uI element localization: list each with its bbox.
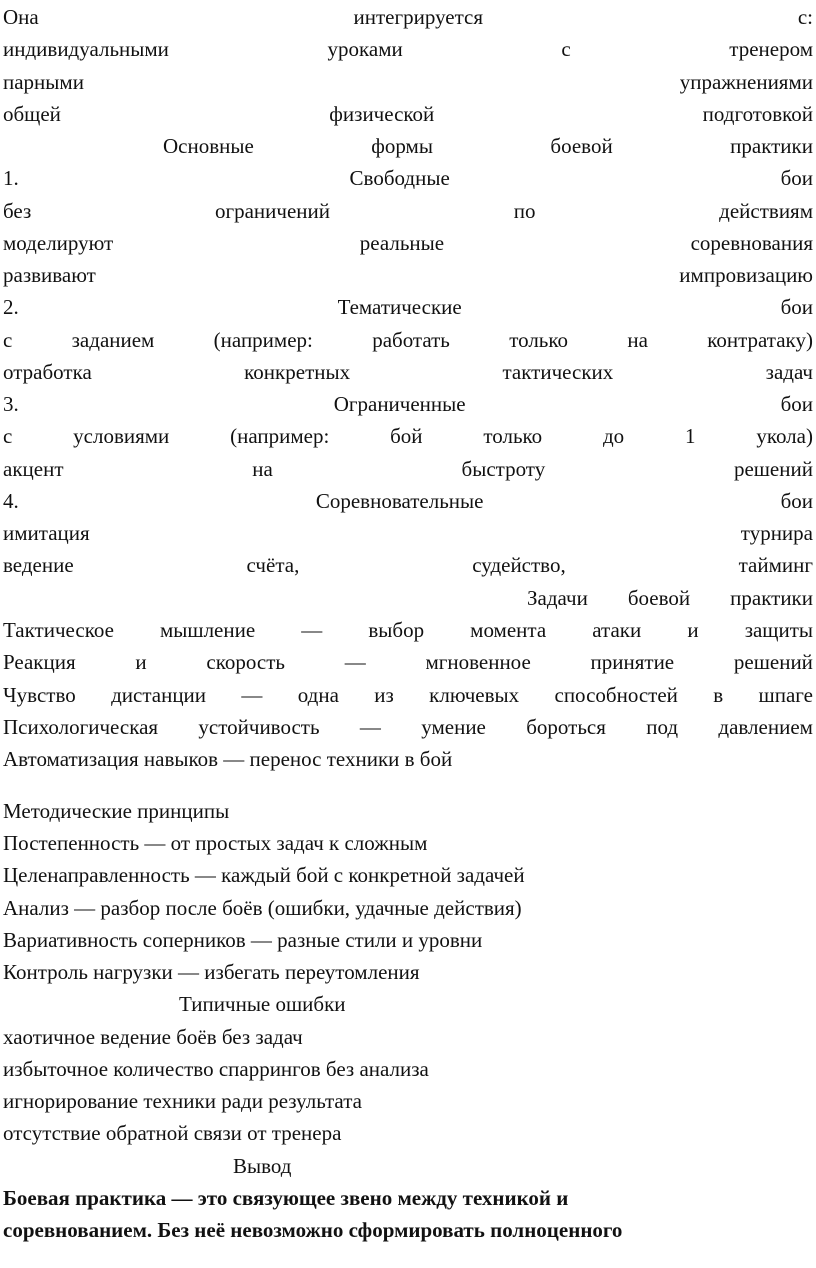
word: упражнениями xyxy=(679,70,813,94)
word: одна xyxy=(297,683,339,707)
word: Основные xyxy=(163,134,254,158)
text-line xyxy=(3,713,813,741)
word: бои xyxy=(780,166,813,190)
word: уроками xyxy=(327,37,403,61)
word: ограничений xyxy=(214,199,330,223)
word: (например: xyxy=(213,328,313,352)
text-line xyxy=(3,797,813,825)
text-line xyxy=(3,681,813,709)
text-line xyxy=(3,1184,813,1212)
word: подготовкой xyxy=(702,102,813,126)
text-line xyxy=(3,551,813,579)
text-line xyxy=(3,422,813,450)
text-line xyxy=(3,519,813,547)
word: задач xyxy=(765,360,813,384)
word: конкретных xyxy=(244,360,351,384)
word: защиты xyxy=(744,618,813,642)
text-line xyxy=(3,358,813,386)
word: с xyxy=(561,37,571,61)
word: с xyxy=(3,424,13,448)
word: 3. xyxy=(3,392,19,416)
line-text: Постепенность — от простых задач к сложным xyxy=(3,831,428,855)
line-text: Анализ — разбор после боёв (ошибки, удачные действия) xyxy=(3,896,522,920)
line-text: Целенаправленность — каждый бой с конкретной задачей xyxy=(3,863,525,887)
word: отработка xyxy=(3,360,92,384)
line-text: Типичные ошибки xyxy=(179,992,346,1016)
word: условиями xyxy=(73,424,170,448)
text-line xyxy=(3,1119,813,1147)
word: работать xyxy=(372,328,450,352)
word: устойчивость xyxy=(198,715,320,739)
word: бои xyxy=(780,392,813,416)
word: под xyxy=(646,715,679,739)
word: развивают xyxy=(3,263,96,287)
word: мгновенное xyxy=(425,650,531,674)
word: шпаге xyxy=(758,683,813,707)
word: — xyxy=(301,618,323,642)
line-text: игнорирование техники ради результата xyxy=(3,1089,362,1113)
word: ведение xyxy=(3,553,74,577)
word: Реакция xyxy=(3,650,76,674)
word: формы xyxy=(371,134,433,158)
word: Задачи xyxy=(527,586,588,610)
word: заданием xyxy=(71,328,155,352)
word: интегрируется xyxy=(353,5,484,29)
text-line xyxy=(3,1023,813,1051)
text-line xyxy=(3,487,813,515)
word: в xyxy=(713,683,724,707)
text-line xyxy=(3,958,813,986)
word: бороться xyxy=(526,715,606,739)
word: умение xyxy=(421,715,486,739)
word: Она xyxy=(3,5,39,29)
word: индивидуальными xyxy=(3,37,169,61)
word: счёта, xyxy=(246,553,300,577)
text-line xyxy=(3,3,813,31)
text-line xyxy=(3,68,813,96)
word: тренером xyxy=(729,37,813,61)
word: без xyxy=(3,199,32,223)
word: 2. xyxy=(3,295,19,319)
word: моделируют xyxy=(3,231,114,255)
word: до xyxy=(603,424,625,448)
word: импровизацию xyxy=(679,263,813,287)
line-text: хаотичное ведение боёв без задач xyxy=(3,1025,303,1049)
line-text: Вариативность соперников — разные стили и уровни xyxy=(3,928,483,952)
text-line xyxy=(3,164,813,192)
word: укола) xyxy=(756,424,813,448)
word: Чувство xyxy=(3,683,76,707)
word: боевой xyxy=(550,134,613,158)
word: Свободные xyxy=(349,166,450,190)
word: боевой xyxy=(627,586,691,610)
word: практики xyxy=(730,586,813,610)
word: парными xyxy=(3,70,84,94)
word: по xyxy=(513,199,536,223)
word: Психологическая xyxy=(3,715,159,739)
word: бой xyxy=(390,424,423,448)
word: — xyxy=(359,715,381,739)
text-line xyxy=(3,326,813,354)
word: турнира xyxy=(740,521,813,545)
word: акцент xyxy=(3,457,64,481)
word: выбор xyxy=(368,618,425,642)
text-line xyxy=(3,197,813,225)
word: мышление xyxy=(160,618,256,642)
word: быстроту xyxy=(461,457,546,481)
text-line xyxy=(179,990,813,1018)
word: только xyxy=(483,424,543,448)
text-line xyxy=(3,648,813,676)
text-line xyxy=(3,616,813,644)
line-text: избыточное количество спаррингов без анализа xyxy=(3,1057,429,1081)
word: на xyxy=(627,328,648,352)
word: бои xyxy=(780,489,813,513)
text-line xyxy=(3,861,813,889)
word: — xyxy=(344,650,366,674)
text-line xyxy=(3,35,813,63)
word: Ограниченные xyxy=(333,392,466,416)
word: Тематические xyxy=(337,295,462,319)
text-line xyxy=(3,745,813,773)
text-line xyxy=(3,894,813,922)
line-text: Боевая практика — это связующее звено между техникой и xyxy=(3,1186,569,1210)
word: и xyxy=(687,618,699,642)
word: 1 xyxy=(685,424,696,448)
text-line xyxy=(3,926,813,954)
word: тайминг xyxy=(738,553,813,577)
word: 1. xyxy=(3,166,19,190)
word: момента xyxy=(470,618,547,642)
word: контратаку) xyxy=(707,328,813,352)
word: действиям xyxy=(719,199,813,223)
word: имитация xyxy=(3,521,90,545)
word: с xyxy=(3,328,13,352)
line-text: Вывод xyxy=(233,1154,292,1178)
word: с: xyxy=(797,5,813,29)
word: Тактическое xyxy=(3,618,114,642)
word: физической xyxy=(329,102,435,126)
text-line xyxy=(3,229,813,257)
text-line xyxy=(3,1216,813,1244)
text-line xyxy=(233,1152,813,1180)
word: Соревновательные xyxy=(315,489,484,513)
text-line xyxy=(3,1055,813,1083)
word: 4. xyxy=(3,489,19,513)
text-line xyxy=(3,390,813,418)
word: на xyxy=(252,457,273,481)
word: и xyxy=(135,650,147,674)
text-line xyxy=(3,829,813,857)
word: дистанции xyxy=(111,683,207,707)
word: только xyxy=(509,328,569,352)
line-text: соревнованием. Без неё невозможно сформировать полноценного xyxy=(3,1218,623,1242)
word: практики xyxy=(730,134,813,158)
word: скорость xyxy=(206,650,285,674)
text-line xyxy=(3,293,813,321)
text-line xyxy=(3,100,813,128)
line-text: Автоматизация навыков — перенос техники в бой xyxy=(3,747,453,771)
word: решений xyxy=(733,650,813,674)
text-line xyxy=(3,1087,813,1115)
word: ключевых xyxy=(429,683,520,707)
word: судейство, xyxy=(472,553,566,577)
word: решений xyxy=(733,457,813,481)
text-line xyxy=(3,455,813,483)
word: из xyxy=(374,683,394,707)
line-text: отсутствие обратной связи от тренера xyxy=(3,1121,342,1145)
text-line xyxy=(527,584,813,612)
word: (например: xyxy=(230,424,330,448)
word: способностей xyxy=(554,683,678,707)
word: давлением xyxy=(718,715,813,739)
line-text: Контроль нагрузки — избегать переутомления xyxy=(3,960,420,984)
text-line xyxy=(3,261,813,289)
line-text: Методические принципы xyxy=(3,799,230,823)
word: — xyxy=(241,683,263,707)
text-line xyxy=(163,132,813,160)
word: принятие xyxy=(590,650,675,674)
word: реальные xyxy=(359,231,445,255)
word: атаки xyxy=(592,618,642,642)
word: тактических xyxy=(502,360,614,384)
word: общей xyxy=(3,102,61,126)
word: соревнования xyxy=(690,231,813,255)
word: бои xyxy=(780,295,813,319)
